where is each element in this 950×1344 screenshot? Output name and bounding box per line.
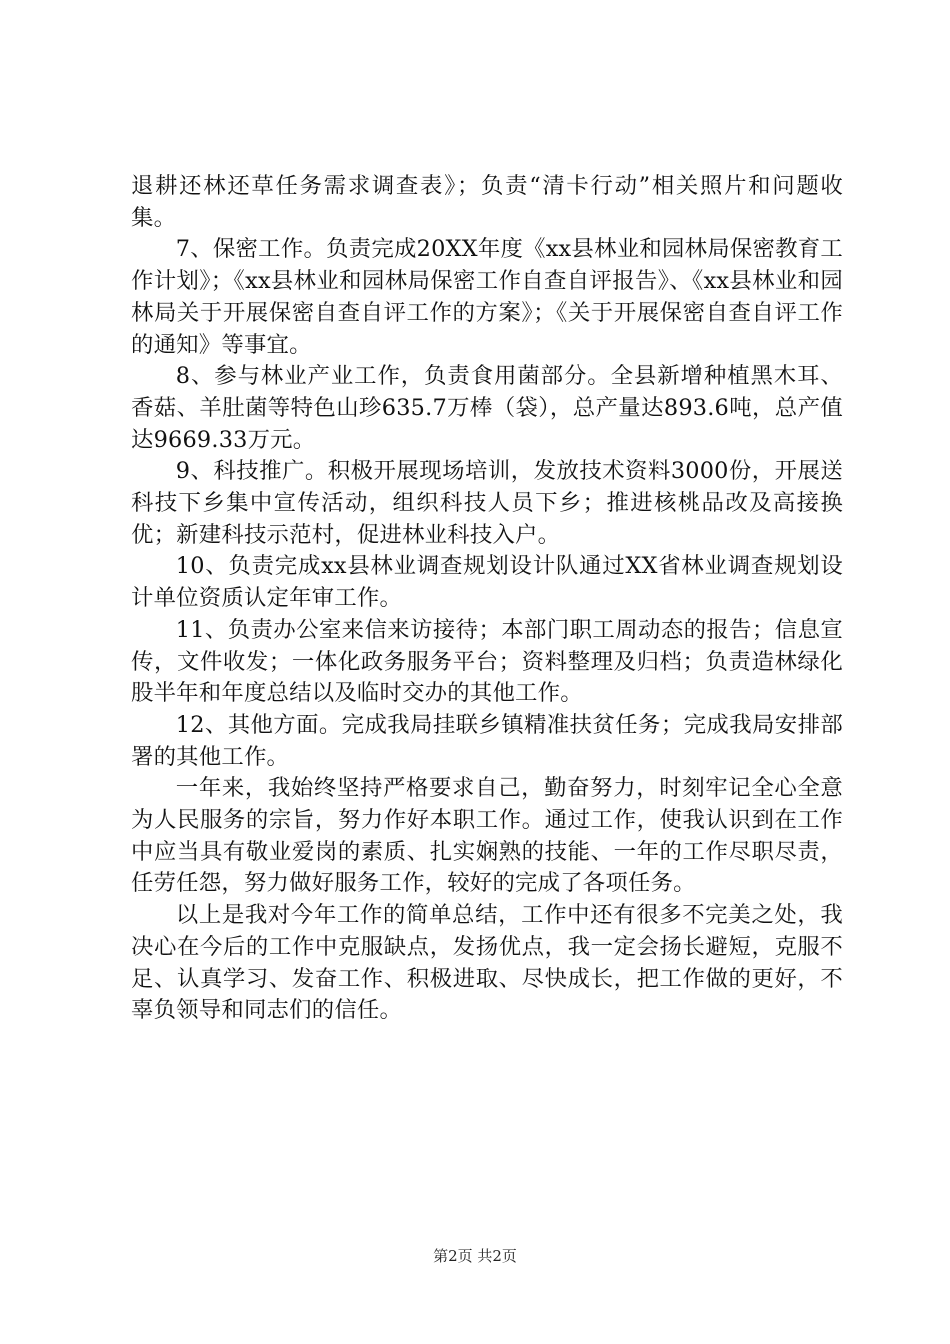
document-body (131, 171, 843, 1027)
paragraph-item-11-office-duties: 11、负责办公室来信来访接待；本部门职工周动态的报告；信息宣传，文件收发；一体化政务服务平台；资料整理及归档；负责造林绿化股半年和年度总结以及临时交办的其他工作。 (131, 616, 843, 707)
paragraph-item-7-confidentiality: 7、保密工作。负责完成20XX年度《xx县林业和园林局保密教育工作计划》；《xx县林业和园林局保密工作自查自评报告》、《xx县林业和园林局关于开展保密自查自评工作的方案》；《关于开展保密自查自评工作的通知》等事宜。 (131, 236, 843, 358)
paragraph-continuation: 退耕还林还草任务需求调查表》；负责“清卡行动”相关照片和问题收集。 (131, 173, 843, 231)
paragraph-year-review: 一年来，我始终坚持严格要求自己，勤奋努力，时刻牢记全心全意为人民服务的宗旨，努力作好本职工作。通过工作，使我认识到在工作中应当具有敬业爱岗的素质、扎实娴熟的技能、一年的工作尽职尽责，任劳任怨，努力做好服务工作，较好的完成了各项任务。 (131, 775, 843, 897)
paragraph-item-12-other: 12、其他方面。完成我局挂联乡镇精准扶贫任务；完成我局安排部署的其他工作。 (131, 711, 843, 770)
paragraph-conclusion: 以上是我对今年工作的简单总结，工作中还有很多不完美之处，我决心在今后的工作中克服缺点，发扬优点，我一定会扬长避短，克服不足、认真学习、发奋工作、积极进取、尽快成长，把工作做的更好，不辜负领导和同志们的信任。 (131, 902, 843, 1024)
paragraph-item-10-qualification-review: 10、负责完成xx县林业调查规划设计队通过XX省林业调查规划设计单位资质认定年审工作。 (131, 553, 843, 612)
paragraph-item-8-forestry-industry: 8、参与林业产业工作，负责食用菌部分。全县新增种植黑木耳、香菇、羊肚菌等特色山珍635.7万棒（袋），总产量达893.6吨，总产值达9669.33万元。 (131, 363, 843, 453)
page-number-footer: 第2页 共2页 (433, 1247, 517, 1265)
paragraph-item-9-tech-promotion: 9、科技推广。积极开展现场培训，发放技术资料3000份，开展送科技下乡集中宣传活动，组织科技人员下乡；推进核桃品改及高接换优；新建科技示范村，促进林业科技入户。 (131, 458, 843, 548)
